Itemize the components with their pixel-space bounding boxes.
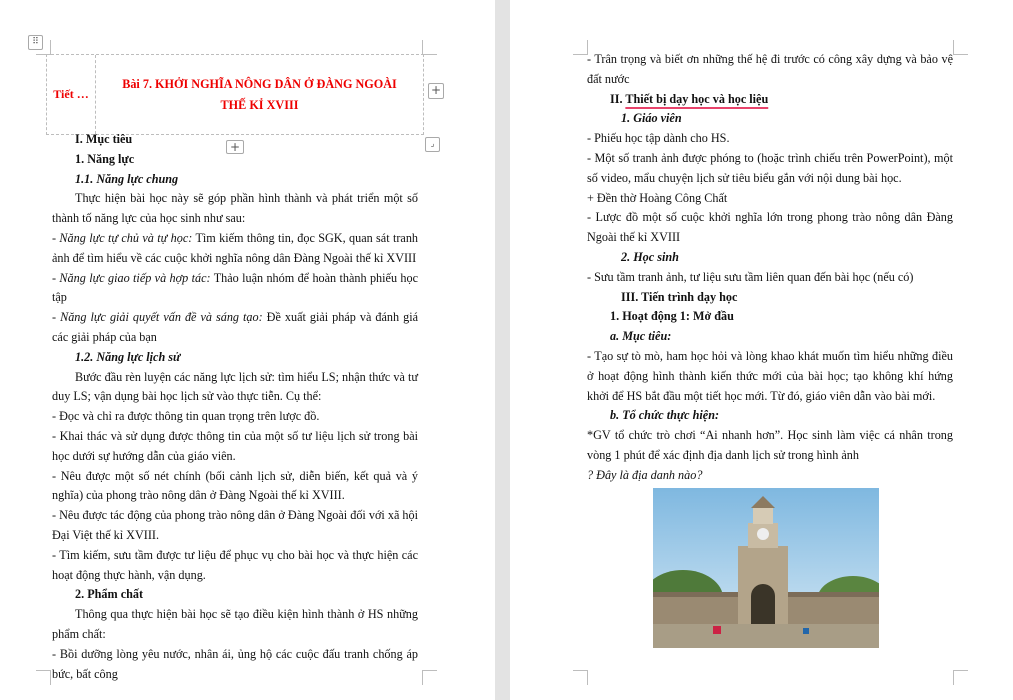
paragraph bbox=[52, 170, 418, 190]
title-table bbox=[46, 54, 424, 135]
paragraph-text: - Khai thác và sử dụng được thông tin của một số tư liệu lịch sử trong bài học dưới sự hướng dẫn của giáo viên. bbox=[52, 428, 418, 463]
paragraph bbox=[52, 467, 418, 507]
paragraph-text: - Đọc và chỉ ra được thông tin quan trọng trên lược đồ. bbox=[52, 409, 320, 424]
paragraph bbox=[52, 368, 418, 408]
paragraph-text: Đề xuất giải pháp và đánh giá các giải pháp của bạn bbox=[52, 310, 418, 344]
paragraph-text: - Nêu được một số nét chính (bối cảnh lịch sử, diễn biến, kết quả và ý nghĩa) của phong trào nông dân ở Đàng Ngoài thế kỉ XVIII. bbox=[52, 468, 418, 503]
add-column-button[interactable]: + bbox=[428, 83, 444, 99]
paragraph bbox=[587, 268, 953, 288]
paragraph-text: - Bồi dưỡng lòng yêu nước, nhân ái, ủng hộ các cuộc đấu tranh chống áp bức, bất công bbox=[52, 646, 418, 681]
crop-mark bbox=[953, 40, 968, 55]
paragraph bbox=[587, 109, 953, 129]
paragraph bbox=[587, 406, 953, 426]
paragraph-text: - Phiếu học tập dành cho HS. bbox=[587, 131, 730, 146]
paragraph-text: - Một số tranh ảnh được phóng to (hoặc trình chiếu trên PowerPoint), một số video, mẩu chuyện lịch sử tiêu biểu gắn với nội dung bài học. bbox=[587, 150, 953, 185]
paragraph bbox=[52, 348, 418, 368]
paragraph-lead: - Năng lực giao tiếp và hợp tác: bbox=[52, 270, 211, 285]
paragraph-text: - Lược đồ một số cuộc khởi nghĩa lớn trong phong trào nông dân Đàng Ngoài thế kỉ XVIII bbox=[587, 210, 953, 245]
paragraph bbox=[587, 248, 953, 268]
paragraph-text: - Sưu tầm tranh ảnh, tư liệu sưu tầm liên quan đến bài học (nếu có) bbox=[587, 269, 914, 284]
paragraph-lead: - Năng lực tự chủ và tự học: bbox=[52, 230, 193, 245]
paragraph-text: - Nêu được tác động của phong trào nông dân ở Đàng Ngoài đối với xã hội Đại Việt thế kỉ XVIII. bbox=[52, 508, 418, 542]
paragraph bbox=[52, 189, 418, 229]
page-2-body bbox=[587, 50, 953, 486]
paragraph-lead: - Năng lực giải quyết vấn đề và sáng tạo: bbox=[52, 310, 263, 325]
paragraph bbox=[52, 269, 418, 309]
paragraph-lead: II. bbox=[610, 91, 626, 106]
paragraph bbox=[52, 645, 418, 685]
paragraph-text: - Trân trọng và biết ơn những thế hệ đi trước có công xây dựng và bảo vệ đất nước bbox=[587, 52, 953, 86]
lesson-title: Bài 7. KHỞI NGHĨA NÔNG DÂN Ở ĐÀNG NGOÀI THẾ KỈ XVIII bbox=[122, 76, 397, 112]
paragraph bbox=[52, 150, 418, 170]
paragraph-text: 2. Phẩm chất bbox=[75, 587, 144, 602]
paragraph-text: + Đền thờ Hoàng Công Chất bbox=[587, 190, 728, 205]
paragraph bbox=[52, 585, 418, 605]
paragraph bbox=[52, 605, 418, 645]
paragraph bbox=[587, 149, 953, 189]
paragraph bbox=[52, 506, 418, 546]
paragraph bbox=[52, 546, 418, 586]
paragraph bbox=[587, 189, 953, 209]
paragraph bbox=[52, 229, 418, 269]
period-cell: Tiết … bbox=[47, 55, 96, 134]
paragraph bbox=[587, 129, 953, 149]
paragraph bbox=[587, 50, 953, 90]
paragraph-text: 1. Giáo viên bbox=[621, 111, 682, 126]
paragraph-text: Bước đầu rèn luyện các năng lực lịch sử: tìm hiểu LS; nhận thức và tư duy LS; vận dụng bài học lịch sử vào thực tiễn. Cụ thể: bbox=[52, 369, 418, 404]
table-resize-handle-icon[interactable]: ⌟ bbox=[425, 137, 440, 152]
paragraph bbox=[587, 327, 953, 347]
table-move-handle-icon[interactable]: ⠿ bbox=[28, 35, 43, 50]
paragraph-text: a. Mục tiêu: bbox=[610, 329, 672, 344]
paragraph bbox=[587, 90, 953, 110]
paragraph bbox=[52, 130, 418, 150]
paragraph bbox=[52, 308, 418, 348]
paragraph-text: *GV tổ chức trò chơi “Ai nhanh hơn”. Học sinh làm việc cá nhân trong vòng 1 phút để xác định địa danh lịch sử trong hình ảnh bbox=[587, 428, 953, 462]
paragraph-text: III. Tiến trình dạy học bbox=[621, 289, 738, 304]
page-1-body bbox=[52, 130, 418, 684]
paragraph-text: 2. Học sinh bbox=[621, 249, 679, 264]
paragraph-text: 1.2. Năng lực lịch sử bbox=[75, 349, 181, 364]
paragraph bbox=[587, 347, 953, 406]
add-row-button[interactable]: + bbox=[226, 140, 244, 154]
document-page-1 bbox=[0, 0, 495, 700]
paragraph bbox=[587, 466, 953, 486]
paragraph-text: Thiết bị dạy học và học liệu bbox=[625, 91, 769, 106]
paragraph-text: 1.1. Năng lực chung bbox=[75, 171, 179, 186]
crop-mark bbox=[422, 670, 437, 685]
paragraph-text: I. Mục tiêu bbox=[75, 132, 133, 146]
paragraph-text: ? Đây là địa danh nào? bbox=[587, 467, 703, 482]
paragraph bbox=[587, 426, 953, 466]
paragraph-text: 1. Năng lực bbox=[75, 151, 135, 166]
crop-mark bbox=[573, 670, 588, 685]
paragraph bbox=[587, 288, 953, 308]
paragraph bbox=[52, 427, 418, 467]
crop-mark bbox=[573, 40, 588, 55]
paragraph-text: - Tìm kiếm, sưu tầm được tư liệu để phục vụ cho bài học và thực hiện các hoạt động thực hành, vận dụng. bbox=[52, 547, 418, 582]
document-page-2 bbox=[510, 0, 1013, 700]
crop-mark bbox=[422, 40, 437, 55]
paragraph-text: Thực hiện bài học này sẽ góp phần hình thành và phát triển một số thành tố năng lực của học sinh như sau: bbox=[52, 191, 418, 226]
paragraph-text: - Tạo sự tò mò, ham học hỏi và lòng khao khát muốn tìm hiểu những điều ở hoạt động hình thành kiến thức mới của bài học; tạo không khí hứng khởi để HS bắt đầu một tiết học mới. Từ đó, giáo viên dẫn vào bài mới. bbox=[587, 348, 953, 403]
paragraph-text: Tìm kiếm thông tin, đọc SGK, quan sát tranh ảnh để tìm hiểu về các cuộc khởi nghĩa nông dân Đàng Ngoài thế kỉ XVIII bbox=[52, 230, 419, 265]
paragraph-text: b. Tổ chức thực hiện: bbox=[610, 408, 720, 423]
paragraph bbox=[587, 307, 953, 327]
crop-mark bbox=[36, 670, 51, 685]
paragraph-text: 1. Hoạt động 1: Mở đầu bbox=[610, 309, 734, 324]
paragraph-text: Thảo luận nhóm để hoàn thành phiếu học tập bbox=[52, 270, 418, 305]
paragraph bbox=[587, 208, 953, 248]
paragraph-text: Thông qua thực hiện bài học sẽ tạo điều kiện hình thành ở HS những phẩm chất: bbox=[52, 607, 418, 641]
paragraph bbox=[52, 407, 418, 427]
citadel-gate-photo bbox=[653, 488, 879, 648]
crop-mark bbox=[953, 670, 968, 685]
